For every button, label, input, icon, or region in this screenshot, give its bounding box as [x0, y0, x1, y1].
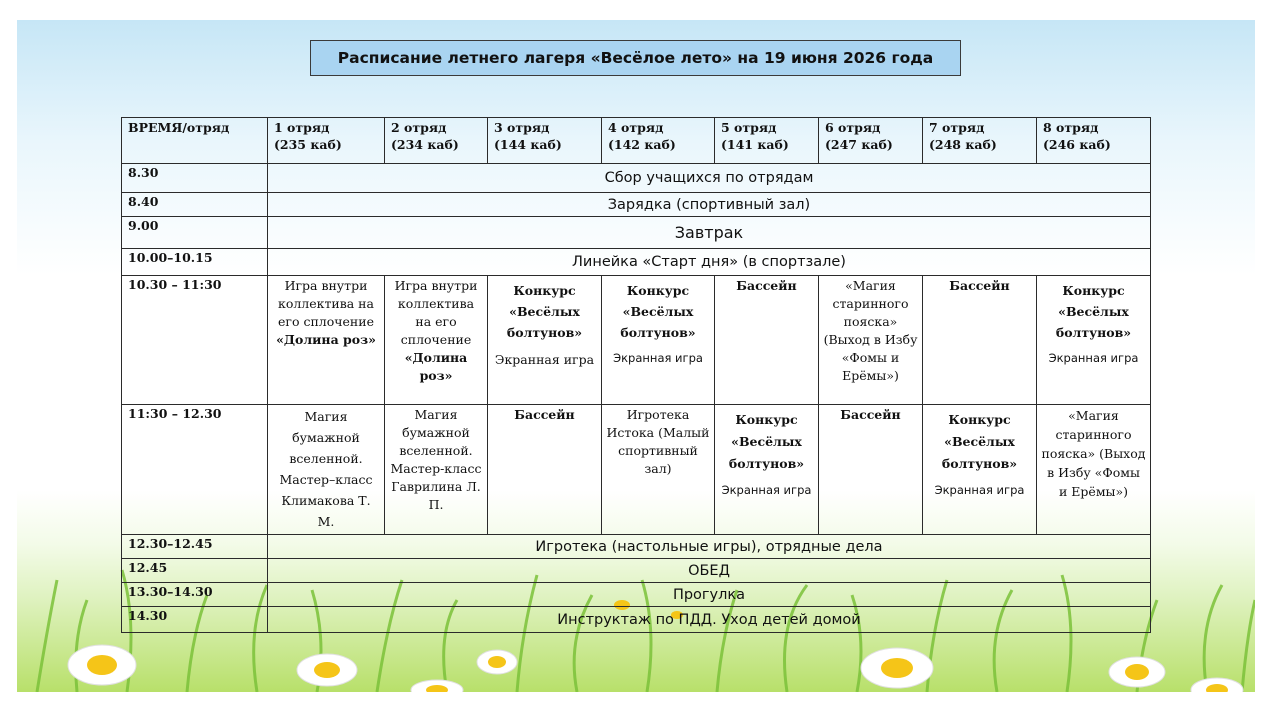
squad-room: (144 каб): [494, 137, 562, 152]
header-row: [122, 118, 1151, 164]
row-activity: Игротека (настольные игры), отрядные дела: [268, 535, 1151, 559]
page-title: Расписание летнего лагеря «Весёлое лето» на 19 июня 2026 года: [310, 40, 961, 76]
squad-name: 1 отряд: [274, 120, 330, 135]
activity-text: Игра внутри коллектива на его сплочение: [394, 278, 478, 347]
activity-text: Магия бумажной вселенной. Мастер-класс Гаврилина Л. П.: [390, 407, 482, 512]
row-activity: ОБЕД: [268, 559, 1151, 583]
activity-cell: [819, 405, 923, 535]
activity-cell: [715, 276, 819, 405]
activity-cell: [385, 276, 488, 405]
row-time: 12.30–12.45: [122, 535, 268, 559]
table-row: [122, 607, 1151, 633]
activity-cell: [602, 405, 715, 535]
activity-cell: [1037, 405, 1151, 535]
header-squad-7: [923, 118, 1037, 164]
header-squad-2: [385, 118, 488, 164]
row-time: 11:30 – 12.30: [122, 405, 268, 535]
row-time: 14.30: [122, 607, 268, 633]
activity-cell: [923, 276, 1037, 405]
header-squad-6: [819, 118, 923, 164]
activity-note: Экранная игра: [934, 483, 1025, 497]
activity-cell: [923, 405, 1037, 535]
activity-cell: [602, 276, 715, 405]
activity-text: Игра внутри коллектива на его сплочение: [278, 278, 374, 329]
activity-note: Экранная игра: [1048, 351, 1139, 365]
squad-room: (246 каб): [1043, 137, 1111, 152]
activity-title: Бассейн: [736, 278, 797, 293]
header-time-label: ВРЕМЯ/отряд: [122, 118, 268, 164]
activity-cell: [268, 405, 385, 535]
squad-name: 5 отряд: [721, 120, 777, 135]
squad-name: 2 отряд: [391, 120, 447, 135]
activity-cell: [819, 276, 923, 405]
activity-title: Бассейн: [514, 407, 575, 422]
squad-room: (247 каб): [825, 137, 893, 152]
header-squad-1: [268, 118, 385, 164]
table-row: [122, 583, 1151, 607]
activity-text: Игротека Истока (Малый спортивный зал): [606, 407, 710, 476]
activity-cell: [268, 276, 385, 405]
row-activity: Завтрак: [268, 217, 1151, 249]
activity-title: Бассейн: [949, 278, 1010, 293]
table-row: [122, 164, 1151, 193]
activity-note: Экранная игра: [721, 483, 812, 497]
table-row: [122, 249, 1151, 276]
table-row: [122, 193, 1151, 217]
table-row: [122, 405, 1151, 535]
activity-note: Экранная игра: [494, 352, 595, 367]
activity-title: Бассейн: [840, 407, 901, 422]
squad-room: (235 каб): [274, 137, 342, 152]
activity-cell: [385, 405, 488, 535]
row-time: 9.00: [122, 217, 268, 249]
header-squad-4: [602, 118, 715, 164]
activity-title: Конкурс «Весёлых болтунов»: [1055, 283, 1132, 340]
activity-text: «Магия старинного пояска» (Выход в Избу «Фомы и Ерёмы»): [823, 278, 918, 383]
header-squad-5: [715, 118, 819, 164]
slide: [17, 20, 1255, 692]
squad-room: (248 каб): [929, 137, 997, 152]
header-squad-3: [488, 118, 602, 164]
table-row: [122, 276, 1151, 405]
activity-title: «Долина роз»: [404, 350, 468, 383]
activity-title: «Долина роз»: [276, 332, 376, 347]
row-activity: Инструктаж по ПДД. Уход детей домой: [268, 607, 1151, 633]
row-time: 8.30: [122, 164, 268, 193]
activity-note: Экранная игра: [613, 351, 703, 365]
activity-cell: [488, 405, 602, 535]
activity-cell: [715, 405, 819, 535]
squad-room: (234 каб): [391, 137, 459, 152]
activity-cell: [1037, 276, 1151, 405]
activity-text: Магия бумажной вселенной. Мастер–класс Климакова Т. М.: [279, 409, 373, 529]
squad-name: 3 отряд: [494, 120, 550, 135]
row-time: 12.45: [122, 559, 268, 583]
row-time: 10.00–10.15: [122, 249, 268, 276]
table-row: [122, 535, 1151, 559]
row-activity: Линейка «Старт дня» (в спортзале): [268, 249, 1151, 276]
squad-name: 7 отряд: [929, 120, 985, 135]
squad-name: 8 отряд: [1043, 120, 1099, 135]
header-squad-8: [1037, 118, 1151, 164]
row-activity: Сбор учащихся по отрядам: [268, 164, 1151, 193]
table-row: [122, 559, 1151, 583]
squad-room: (141 каб): [721, 137, 789, 152]
activity-text: «Магия старинного пояска» (Выход в Избу «Фомы и Ерёмы»): [1041, 408, 1146, 499]
row-time: 10.30 – 11:30: [122, 276, 268, 405]
schedule-table: [121, 117, 1151, 633]
row-activity: Зарядка (спортивный зал): [268, 193, 1151, 217]
row-time: 13.30–14.30: [122, 583, 268, 607]
activity-title: Конкурс «Весёлых болтунов»: [506, 283, 583, 340]
activity-title: Конкурс «Весёлых болтунов»: [620, 283, 696, 340]
row-activity: Прогулка: [268, 583, 1151, 607]
squad-name: 6 отряд: [825, 120, 881, 135]
table-row: [122, 217, 1151, 249]
activity-cell: [488, 276, 602, 405]
activity-title: Конкурс «Весёлых болтунов»: [728, 412, 805, 471]
row-time: 8.40: [122, 193, 268, 217]
activity-title: Конкурс «Весёлых болтунов»: [941, 412, 1018, 471]
squad-name: 4 отряд: [608, 120, 664, 135]
squad-room: (142 каб): [608, 137, 676, 152]
